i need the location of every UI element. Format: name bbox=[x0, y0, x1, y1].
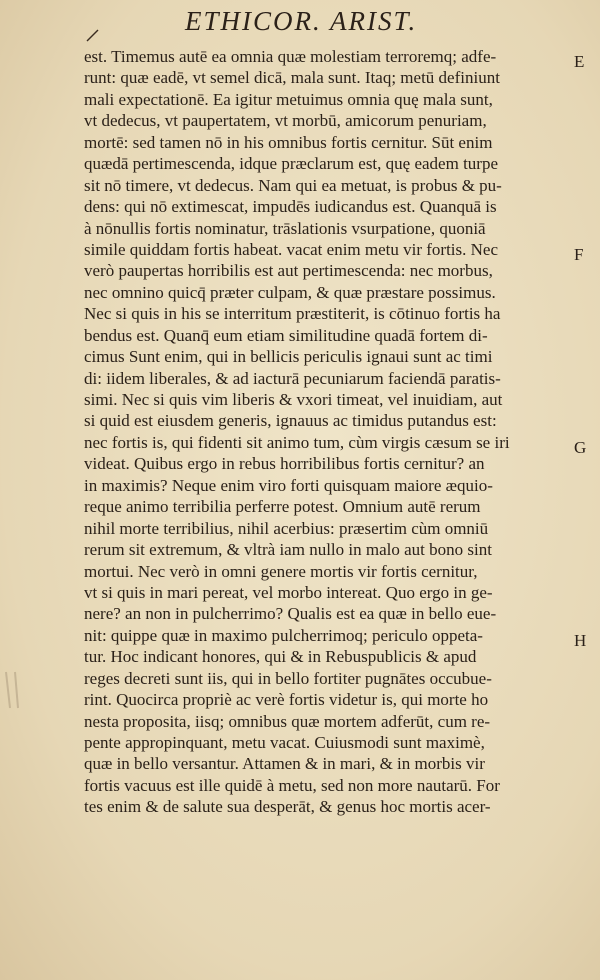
text-line: simi. Nec si quis vim liberis & vxori timeat, vel inuidiam, aut bbox=[84, 390, 503, 409]
text-line: pente appropinquant, metu vacat. Cuiusmodi sunt maximè, bbox=[84, 733, 485, 752]
text-line: di: iidem liberales, & ad iacturā pecuniarum faciendā paratis- bbox=[84, 368, 501, 388]
text-line: est. Timemus autē ea omnia quæ molestiam terroremq; adfe- bbox=[84, 47, 497, 66]
text-line: tes enim & de salute sua desperāt, & genus hoc mortis acer- bbox=[84, 797, 491, 817]
text-line: nec omnino quicq̄ præter culpam, & quæ præstare possimus. bbox=[84, 282, 496, 302]
text-line: reges decreti sunt iis, qui in bello fortiter pugnātes occubue- bbox=[84, 668, 492, 688]
text-line: mali expectationē. Ea igitur metuimus omnia quę mala sunt, bbox=[84, 89, 493, 109]
text-line: nere? an non in pulcherrimo? Qualis est ea quæ in bello eue- bbox=[84, 604, 497, 624]
text-line: si quid est eiusdem generis, ignauus ac timidus putandus est: bbox=[84, 411, 497, 431]
running-head: ETHICOR. ARIST. bbox=[185, 6, 418, 36]
text-line: dens: qui nō extimescat, impudēs iudicandus est. Quanquā is bbox=[84, 197, 497, 217]
text-line: vt si quis in mari pereat, vel morbo intereat. Quo ergo in ge- bbox=[84, 582, 493, 602]
margin-letter: G bbox=[574, 438, 587, 458]
text-line: mortē: sed tamen nō in his omnibus fortis cernitur. Sūt enim bbox=[84, 132, 493, 152]
text-line: nesta proposita, iisq; omnibus quæ mortem adferūt, cum re- bbox=[84, 711, 491, 731]
text-line: vt dedecus, vt paupertatem, vt morbū, amicorum penuriam, bbox=[84, 111, 487, 131]
text-line: in maximis? Neque enim viro forti quisquam maiore æquio- bbox=[84, 475, 493, 495]
pen-stroke-mark bbox=[86, 28, 100, 42]
text-line: quædā pertimescenda, idque præclarum est, quę eadem turpe bbox=[84, 154, 498, 174]
text-line: rerum sit extremum, & vltrà iam nullo in malo aut bono sint bbox=[84, 540, 492, 560]
text-line: runt: quæ eadē, vt semel dicā, mala sunt. Itaq; metū definiunt bbox=[84, 68, 500, 88]
text-line: sit nō timere, vt dedecus. Nam qui ea metuat, is probus & pu- bbox=[84, 175, 502, 195]
text-line: nec fortis is, qui fidenti sit animo tum, cùm virgis cæsum se iri bbox=[84, 432, 510, 452]
text-line: fortis vacuus est ille quidē à metu, sed non more nautarū. For bbox=[84, 775, 500, 795]
text-line: quæ in bello versantur. Attamen & in mari, & in morbis vir bbox=[84, 754, 485, 774]
text-line: simile quiddam fortis habeat. vacat enim metu vir fortis. Nec bbox=[84, 239, 499, 259]
text-line: reque animo terribilia perferre potest. Omnium autē rerum bbox=[84, 497, 481, 517]
margin-letter: F bbox=[574, 245, 584, 265]
text-line: rint. Quocirca propriè ac verè fortis videtur is, qui morte ho bbox=[84, 690, 489, 710]
text-line: cimus Sunt enim, qui in bellicis periculis ignaui sunt ac timi bbox=[84, 347, 493, 367]
margin-letter: H bbox=[574, 631, 587, 651]
text-line: mortui. Nec verò in omni genere mortis vir fortis cernitur, bbox=[84, 561, 478, 581]
text-line: videat. Quibus ergo in rebus horribilibus fortis cernitur? an bbox=[84, 454, 485, 474]
body-text bbox=[84, 46, 569, 818]
text-line: nihil morte terribilius, nihil acerbius: præsertim cùm omniū bbox=[84, 518, 489, 538]
text-line: bendus est. Quanq̄ eum etiam similitudine quadā fortem di- bbox=[84, 325, 488, 345]
show-through-mark bbox=[2, 668, 24, 714]
text-line: verò paupertas horribilis est aut pertimescenda: nec morbus, bbox=[84, 261, 493, 281]
text-line: tur. Hoc indicant honores, qui & in Rebuspublicis & apud bbox=[84, 647, 477, 667]
text-line: nit: quippe quæ in maximo pulcherrimoq; periculo oppeta- bbox=[84, 625, 483, 645]
margin-letter: E bbox=[574, 52, 585, 71]
text-line: Nec si quis in his se interritum præstiterit, is cōtinuo fortis ha bbox=[84, 304, 501, 324]
text-line: à nōnullis fortis nominatur, trāslationis vsurpatione, quoniā bbox=[84, 218, 486, 238]
